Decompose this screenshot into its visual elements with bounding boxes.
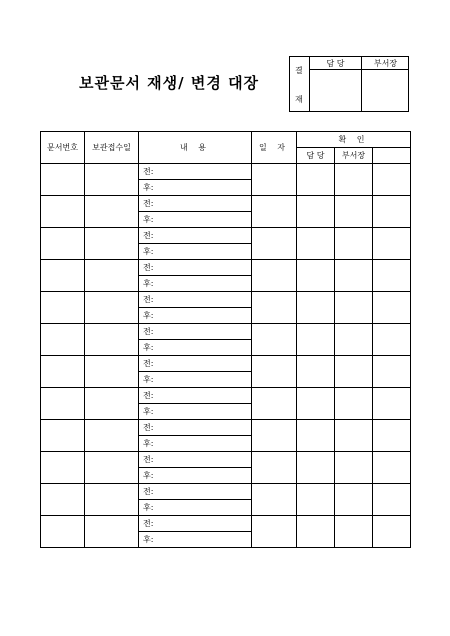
before-label: 전: bbox=[143, 295, 154, 304]
cell-date[interactable] bbox=[252, 484, 297, 516]
cell-person[interactable] bbox=[297, 324, 335, 356]
cell-date[interactable] bbox=[252, 516, 297, 548]
after-label: 후: bbox=[143, 279, 154, 288]
cell-date[interactable] bbox=[252, 388, 297, 420]
header-confirm: 확 인 bbox=[297, 132, 411, 148]
cell-content-after[interactable] bbox=[139, 308, 252, 324]
cell-receive-date[interactable] bbox=[85, 388, 139, 420]
cell-date[interactable] bbox=[252, 356, 297, 388]
cell-receive-date[interactable] bbox=[85, 260, 139, 292]
cell-manager[interactable] bbox=[335, 484, 373, 516]
after-label: 후: bbox=[143, 343, 154, 352]
after-label: 후: bbox=[143, 439, 154, 448]
cell-doc-no[interactable] bbox=[41, 196, 85, 228]
cell-content-after[interactable] bbox=[139, 276, 252, 292]
cell-person[interactable] bbox=[297, 420, 335, 452]
approval-side-top: 결 bbox=[295, 66, 303, 75]
cell-content-before[interactable] bbox=[139, 452, 252, 468]
cell-date[interactable] bbox=[252, 420, 297, 452]
cell-date[interactable] bbox=[252, 324, 297, 356]
before-label: 전: bbox=[143, 359, 154, 368]
cell-content-after[interactable] bbox=[139, 212, 252, 228]
header-content: 내 용 bbox=[139, 132, 252, 164]
approval-side-bottom: 재 bbox=[295, 95, 303, 104]
cell-content-before[interactable] bbox=[139, 260, 252, 276]
cell-manager[interactable] bbox=[335, 516, 373, 548]
cell-person[interactable] bbox=[297, 356, 335, 388]
cell-receive-date[interactable] bbox=[85, 452, 139, 484]
after-label: 후: bbox=[143, 535, 154, 544]
after-label: 후: bbox=[143, 311, 154, 320]
after-label: 후: bbox=[143, 407, 154, 416]
cell-doc-no[interactable] bbox=[41, 388, 85, 420]
cell-content-before[interactable] bbox=[139, 388, 252, 404]
cell-blank[interactable] bbox=[373, 388, 411, 420]
cell-date[interactable] bbox=[252, 164, 297, 196]
cell-person[interactable] bbox=[297, 516, 335, 548]
header-date: 일 자 bbox=[252, 132, 297, 164]
cell-manager[interactable] bbox=[335, 292, 373, 324]
cell-content-after[interactable] bbox=[139, 532, 252, 548]
cell-receive-date[interactable] bbox=[85, 292, 139, 324]
cell-content-before[interactable] bbox=[139, 324, 252, 340]
cell-manager[interactable] bbox=[335, 228, 373, 260]
after-label: 후: bbox=[143, 503, 154, 512]
ledger-body bbox=[41, 164, 411, 548]
cell-person[interactable] bbox=[297, 196, 335, 228]
before-label: 전: bbox=[143, 263, 154, 272]
cell-content-before[interactable] bbox=[139, 516, 252, 532]
page-title: 보관문서 재생/ 변경 대장 bbox=[79, 74, 260, 92]
cell-content-before[interactable] bbox=[139, 228, 252, 244]
header-manager: 부서장 bbox=[335, 148, 373, 164]
cell-content-before[interactable] bbox=[139, 196, 252, 212]
cell-content-before[interactable] bbox=[139, 484, 252, 500]
cell-content-after[interactable] bbox=[139, 468, 252, 484]
cell-blank[interactable] bbox=[373, 292, 411, 324]
cell-receive-date[interactable] bbox=[85, 164, 139, 196]
after-label: 후: bbox=[143, 375, 154, 384]
header-doc-no: 문서번호 bbox=[41, 132, 85, 164]
cell-manager[interactable] bbox=[335, 388, 373, 420]
cell-content-after[interactable] bbox=[139, 372, 252, 388]
cell-receive-date[interactable] bbox=[85, 228, 139, 260]
after-label: 후: bbox=[143, 215, 154, 224]
cell-content-after[interactable] bbox=[139, 180, 252, 196]
cell-person[interactable] bbox=[297, 388, 335, 420]
cell-person[interactable] bbox=[297, 228, 335, 260]
cell-receive-date[interactable] bbox=[85, 356, 139, 388]
cell-date[interactable] bbox=[252, 260, 297, 292]
cell-receive-date[interactable] bbox=[85, 420, 139, 452]
header-person: 담 당 bbox=[297, 148, 335, 164]
cell-receive-date[interactable] bbox=[85, 196, 139, 228]
cell-content-before[interactable] bbox=[139, 356, 252, 372]
cell-content-before[interactable] bbox=[139, 420, 252, 436]
cell-doc-no[interactable] bbox=[41, 356, 85, 388]
before-label: 전: bbox=[143, 423, 154, 432]
approval-person-label: 담 당 bbox=[326, 59, 345, 68]
before-label: 전: bbox=[143, 231, 154, 240]
cell-blank[interactable] bbox=[373, 420, 411, 452]
ledger-table bbox=[40, 131, 411, 548]
cell-manager[interactable] bbox=[335, 324, 373, 356]
after-label: 후: bbox=[143, 183, 154, 192]
cell-receive-date[interactable] bbox=[85, 324, 139, 356]
cell-content-before[interactable] bbox=[139, 164, 252, 180]
before-label: 전: bbox=[143, 327, 154, 336]
cell-blank[interactable] bbox=[373, 452, 411, 484]
before-label: 전: bbox=[143, 487, 154, 496]
cell-receive-date[interactable] bbox=[85, 516, 139, 548]
cell-manager[interactable] bbox=[335, 356, 373, 388]
cell-manager[interactable] bbox=[335, 260, 373, 292]
before-label: 전: bbox=[143, 167, 154, 176]
cell-blank[interactable] bbox=[373, 228, 411, 260]
cell-doc-no[interactable] bbox=[41, 292, 85, 324]
cell-doc-no[interactable] bbox=[41, 420, 85, 452]
cell-date[interactable] bbox=[252, 292, 297, 324]
approval-header-line bbox=[310, 69, 408, 70]
before-label: 전: bbox=[143, 455, 154, 464]
cell-person[interactable] bbox=[297, 452, 335, 484]
cell-manager[interactable] bbox=[335, 452, 373, 484]
cell-doc-no[interactable] bbox=[41, 516, 85, 548]
cell-manager[interactable] bbox=[335, 196, 373, 228]
cell-blank[interactable] bbox=[373, 516, 411, 548]
approval-manager-label: 부서장 bbox=[373, 59, 398, 68]
header-blank bbox=[373, 148, 411, 164]
cell-content-after[interactable] bbox=[139, 436, 252, 452]
cell-doc-no[interactable] bbox=[41, 324, 85, 356]
cell-content-after[interactable] bbox=[139, 500, 252, 516]
cell-content-before[interactable] bbox=[139, 292, 252, 308]
cell-receive-date[interactable] bbox=[85, 484, 139, 516]
cell-person[interactable] bbox=[297, 292, 335, 324]
header-receive-date: 보관접수일 bbox=[85, 132, 139, 164]
cell-blank[interactable] bbox=[373, 260, 411, 292]
cell-date[interactable] bbox=[252, 196, 297, 228]
before-label: 전: bbox=[143, 519, 154, 528]
cell-content-after[interactable] bbox=[139, 340, 252, 356]
before-label: 전: bbox=[143, 391, 154, 400]
cell-person[interactable] bbox=[297, 260, 335, 292]
cell-doc-no[interactable] bbox=[41, 484, 85, 516]
after-label: 후: bbox=[143, 471, 154, 480]
cell-doc-no[interactable] bbox=[41, 260, 85, 292]
cell-blank[interactable] bbox=[373, 164, 411, 196]
cell-date[interactable] bbox=[252, 452, 297, 484]
approval-box bbox=[289, 56, 409, 112]
cell-date[interactable] bbox=[252, 228, 297, 260]
cell-doc-no[interactable] bbox=[41, 452, 85, 484]
cell-doc-no[interactable] bbox=[41, 164, 85, 196]
cell-manager[interactable] bbox=[335, 164, 373, 196]
cell-doc-no[interactable] bbox=[41, 228, 85, 260]
cell-manager[interactable] bbox=[335, 420, 373, 452]
cell-blank[interactable] bbox=[373, 484, 411, 516]
cell-person[interactable] bbox=[297, 484, 335, 516]
after-label: 후: bbox=[143, 247, 154, 256]
cell-blank[interactable] bbox=[373, 324, 411, 356]
cell-blank[interactable] bbox=[373, 356, 411, 388]
before-label: 전: bbox=[143, 199, 154, 208]
cell-person[interactable] bbox=[297, 164, 335, 196]
cell-content-after[interactable] bbox=[139, 244, 252, 260]
cell-blank[interactable] bbox=[373, 196, 411, 228]
cell-content-after[interactable] bbox=[139, 404, 252, 420]
